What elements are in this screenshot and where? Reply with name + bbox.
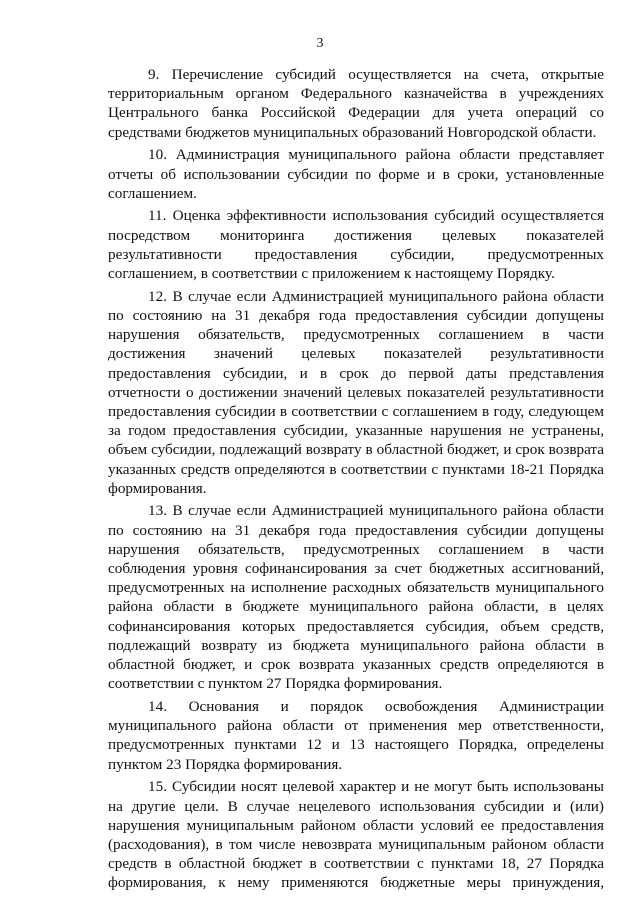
paragraph-10: 10. Администрация муниципального района области представляет отчеты об использовании субсидии по форме и в сроки, установленные соглашением. (108, 146, 604, 202)
page-number: 3 (316, 36, 324, 51)
paragraph-15: 15. Субсидии носят целевой характер и не могут быть использованы на другие цели. В случае нецелевого использования субсидии и (или) нарушения муниципальным районом области условий ее предоставления (расходования), в том числе невозврата муниципальным районом области средств в областной бюджет в соответствии с пунктами 18, 27 Порядка формирования, к нему применяются бюджетные меры принуждения, (108, 778, 604, 892)
paragraph-14: 14. Основания и порядок освобождения Администрации муниципального района области от применения мер ответственности, предусмотренных пунктами 12 и 13 настоящего Порядка, определены пунктом 23 Порядка формирования. (108, 698, 604, 773)
paragraph-9: 9. Перечисление субсидий осуществляется на счета, открытые территориальным органом Федерального казначейства в учреждениях Центрального банка Российской Федерации для учета операций со средствами бюджетов муниципальных образований Новгородской области. (108, 66, 604, 141)
paragraph-11: 11. Оценка эффективности использования субсидий осуществляется посредством мониторинга достижения целевых показателей результативности предоставления субсидии, предусмотренных соглашением, в соответствии с приложением к настоящему Порядку. (108, 207, 604, 283)
document-body (108, 65, 604, 896)
paragraph-13: 13. В случае если Администрацией муниципального района области по состоянию на 31 декабря года предоставления субсидии допущены нарушения обязательств, предусмотренных соглашением в части соблюдения уровня софинансирования за счет бюджетных ассигнований, предусмотренных на исполнение расходных обязательств муниципального района области в бюджете муниципального района области, в целях софинансирования которых предоставляется субсидия, объем средств, подлежащий возврату из бюджета муниципального района области в областной бюджет, и срок возврата указанных средств определяются в соответствии с пунктом 27 Порядка формирования. (108, 502, 604, 693)
paragraph-12: 12. В случае если Администрацией муниципального района области по состоянию на 31 декабря года предоставления субсидии допущены нарушения обязательств, предусмотренных соглашением в части достижения значений целевых показателей результативности предоставления субсидии, и в срок до первой даты представления отчетности о достижении значений целевых показателей результативности предоставления субсидии в соответствии с соглашением в году, следующем за годом предоставления субсидии, указанные нарушения не устранены, объем субсидии, подлежащий возврату в областной бюджет, и срок возврата указанных средств определяются в соответствии с пунктами 18-21 Порядка формирования. (108, 287, 604, 497)
